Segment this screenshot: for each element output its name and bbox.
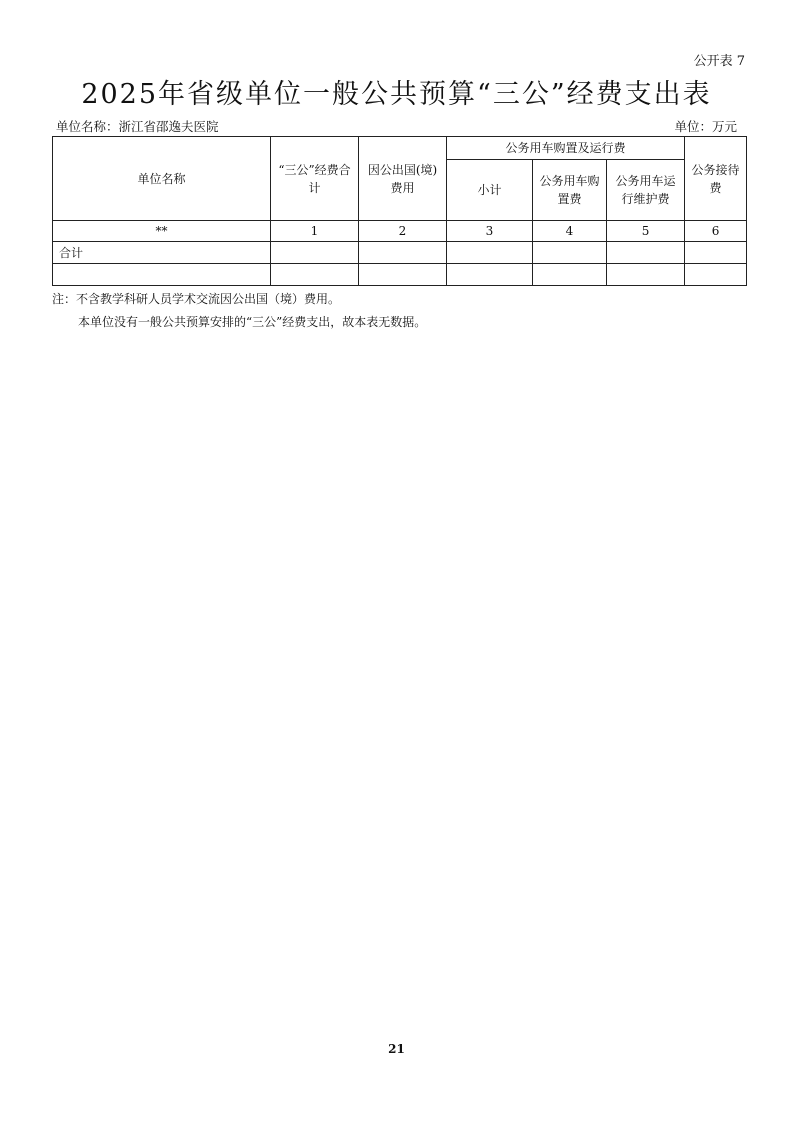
page-number: 21 [388, 1042, 405, 1056]
table-row-total [53, 242, 747, 264]
table-cell [271, 264, 359, 286]
header-total: “三公”经费合计 [271, 137, 359, 221]
header-unit-name: 单位名称 [53, 137, 271, 221]
document-code: 公开表 7 [693, 54, 745, 69]
table-cell [607, 264, 685, 286]
table-cell [685, 264, 747, 286]
index-row [53, 221, 747, 242]
index-cell: 1 [271, 221, 359, 242]
header-row-1 [53, 137, 747, 160]
header-vehicle-purchase: 公务用车购置费 [533, 160, 607, 221]
unit-name-line [56, 117, 219, 135]
budget-table [52, 136, 747, 286]
currency-unit-line [674, 117, 737, 135]
index-cell: 6 [685, 221, 747, 242]
table-cell [533, 242, 607, 264]
table-row [53, 264, 747, 286]
footnote-no-data: 本单位没有一般公共预算安排的“三公”经费支出，故本表无数据。 [78, 315, 427, 329]
page-title: 2025年省级单位一般公共预算“三公”经费支出表 [81, 79, 712, 110]
index-cell: 4 [533, 221, 607, 242]
table-cell [53, 264, 271, 286]
table-cell [685, 242, 747, 264]
table-cell [447, 242, 533, 264]
index-cell: 2 [359, 221, 447, 242]
table-cell [359, 242, 447, 264]
header-vehicle-subtotal: 小计 [447, 160, 533, 221]
table-cell [533, 264, 607, 286]
table-cell [271, 242, 359, 264]
header-vehicle-group: 公务用车购置及运行费 [447, 137, 685, 160]
table-cell: 合计 [53, 242, 271, 264]
table-cell [359, 264, 447, 286]
index-cell: 5 [607, 221, 685, 242]
table-cell [447, 264, 533, 286]
footnote-exclusion: 注：不含教学科研人员学术交流因公出国（境）费用。 [52, 292, 341, 306]
index-cell: ** [53, 221, 271, 242]
header-vehicle-operation: 公务用车运行维护费 [607, 160, 685, 221]
currency-unit-label: 单位：万元 [674, 119, 737, 134]
header-reception: 公务接待费 [685, 137, 747, 221]
header-abroad: 因公出国(境)费用 [359, 137, 447, 221]
unit-name-label: 单位名称：浙江省邵逸夫医院 [56, 119, 219, 134]
table-cell [607, 242, 685, 264]
index-cell: 3 [447, 221, 533, 242]
